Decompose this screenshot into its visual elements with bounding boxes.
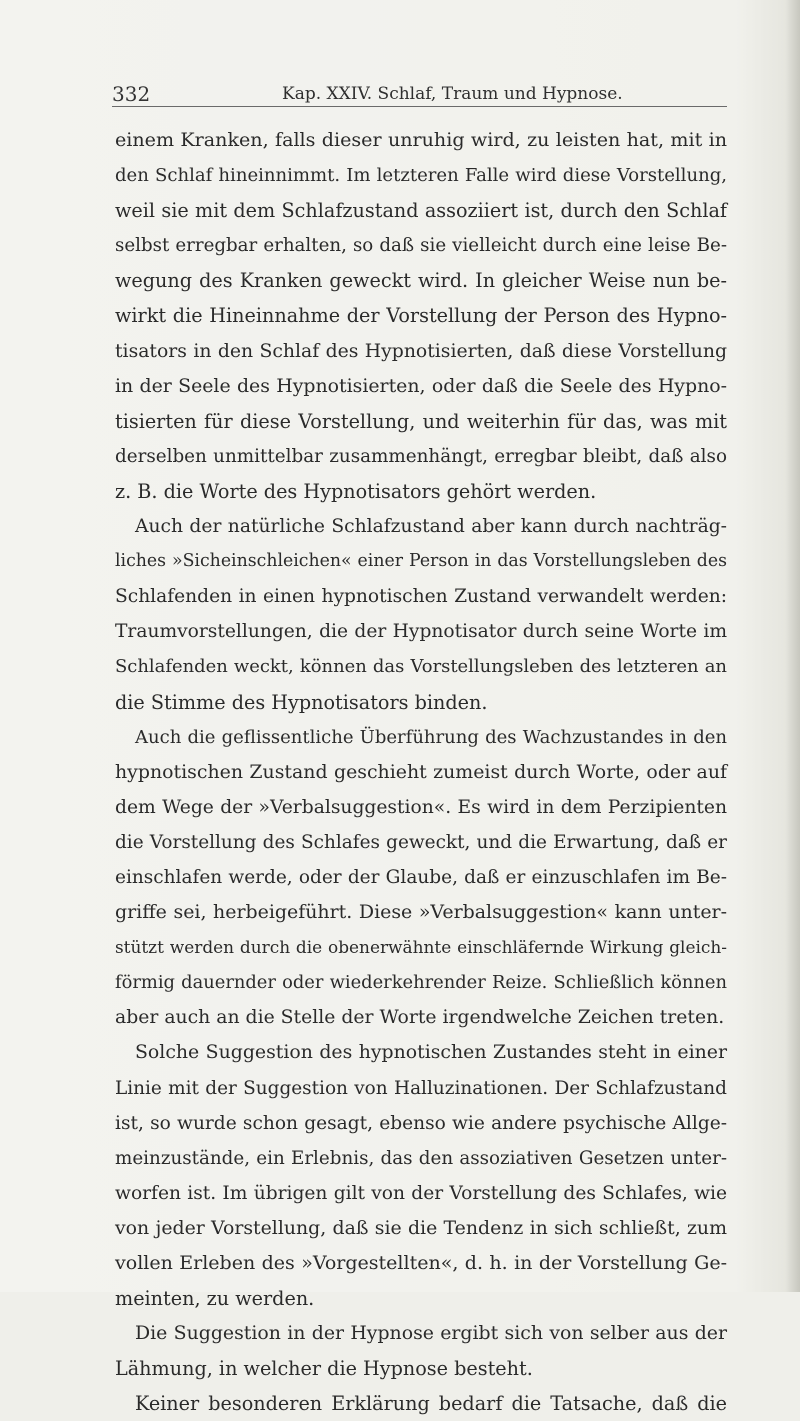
text-line: Schlafenden in einen hypnotischen Zustand verwandelt werden: — [115, 586, 727, 608]
text-line: von jeder Vorstellung, daß sie die Tendenz in sich schließt, zum — [115, 1216, 727, 1239]
text-line: in der Seele des Hypnotisierten, oder daß die Seele des Hypno- — [115, 374, 727, 397]
text-line: ist, so wurde schon gesagt, ebenso wie andere psychische Allge- — [115, 1112, 727, 1134]
text-line: stützt werden durch die obenerwähnte einschläfernde Wirkung gleich- — [115, 937, 727, 958]
text-line: tisators in den Schlaf des Hypnotisierten, daß diese Vorstellung — [115, 340, 727, 362]
text-line: Keiner besonderen Erklärung bedarf die Tatsache, daß die — [135, 1392, 727, 1416]
text-line: einschlafen werde, oder der Glaube, daß er einzuschlafen im Be- — [115, 866, 727, 888]
text-line: liches »Sicheinschleichen« einer Person in das Vorstellungsleben des — [115, 551, 727, 572]
page-header — [112, 80, 727, 106]
text-line: hypnotischen Zustand geschieht zumeist durch Worte, oder auf — [115, 760, 727, 783]
text-line: worfen ist. Im übrigen gilt von der Vorstellung des Schlafes, wie — [115, 1182, 727, 1204]
text-line: griffe sei, herbeigeführt. Diese »Verbalsuggestion« kann unter- — [115, 901, 727, 924]
text-line: den Schlaf hineinnimmt. Im letzteren Falle wird diese Vorstellung, — [115, 165, 727, 187]
text-line: derselben unmittelbar zusammenhängt, erregbar bleibt, daß also — [115, 445, 727, 467]
page-number: 332 — [112, 82, 151, 106]
text-line: Auch der natürliche Schlafzustand aber kann durch nachträg- — [135, 516, 727, 538]
text-line: Solche Suggestion des hypnotischen Zustandes steht in einer — [135, 1041, 727, 1064]
text-line: meinten, zu werden. — [115, 1287, 315, 1311]
text-line: die Stimme des Hypnotisators binden. — [115, 690, 488, 714]
text-line: tisierten für diese Vorstellung, und weiterhin für das, was mit — [115, 409, 727, 433]
text-line: einem Kranken, falls dieser unruhig wird, zu leisten hat, mit in — [115, 129, 727, 151]
text-line: vollen Erleben des »Vorgestellten«, d. h. in der Vorstellung Ge- — [115, 1252, 727, 1274]
text-line: Schlafenden weckt, können das Vorstellungsleben des letzteren an — [115, 656, 727, 678]
text-line: Auch die geflissentliche Überführung des Wachzustandes in den — [135, 726, 727, 748]
text-line: die Vorstellung des Schlafes geweckt, und die Erwartung, daß er — [115, 831, 727, 853]
text-line: dem Wege der »Verbalsuggestion«. Es wird in dem Perzipienten — [115, 796, 727, 818]
running-head: Kap. XXIV. Schlaf, Traum und Hypnose. — [282, 84, 623, 104]
text-line: Die Suggestion in der Hypnose ergibt sich von selber aus der — [135, 1322, 727, 1345]
text-line: aber auch an die Stelle der Worte irgendwelche Zeichen treten. — [115, 1007, 725, 1029]
text-line: selbst erregbar erhalten, so daß sie vielleicht durch eine leise Be- — [115, 235, 727, 257]
text-line: weil sie mit dem Schlafzustand assoziiert ist, durch den Schlaf — [115, 199, 727, 223]
text-line: Lähmung, in welcher die Hypnose besteht. — [115, 1357, 533, 1381]
text-line: förmig dauernder oder wiederkehrender Reize. Schließlich können — [115, 972, 727, 994]
text-line: Linie mit der Suggestion von Halluzinationen. Der Schlafzustand — [115, 1077, 727, 1099]
page-edge-shadow — [786, 0, 800, 1292]
text-line: meinzustände, ein Erlebnis, das den assoziativen Gesetzen unter- — [115, 1147, 727, 1169]
body-text — [115, 123, 727, 1421]
text-line: wegung des Kranken geweckt wird. In gleicher Weise nun be- — [115, 269, 727, 293]
text-line: wirkt die Hineinnahme der Vorstellung der Person des Hypno- — [115, 304, 727, 328]
text-line: Traumvorstellungen, die der Hypnotisator durch seine Worte im — [115, 621, 727, 643]
text-line: z. B. die Worte des Hypnotisators gehört werden. — [115, 479, 597, 503]
header-rule — [112, 106, 727, 107]
